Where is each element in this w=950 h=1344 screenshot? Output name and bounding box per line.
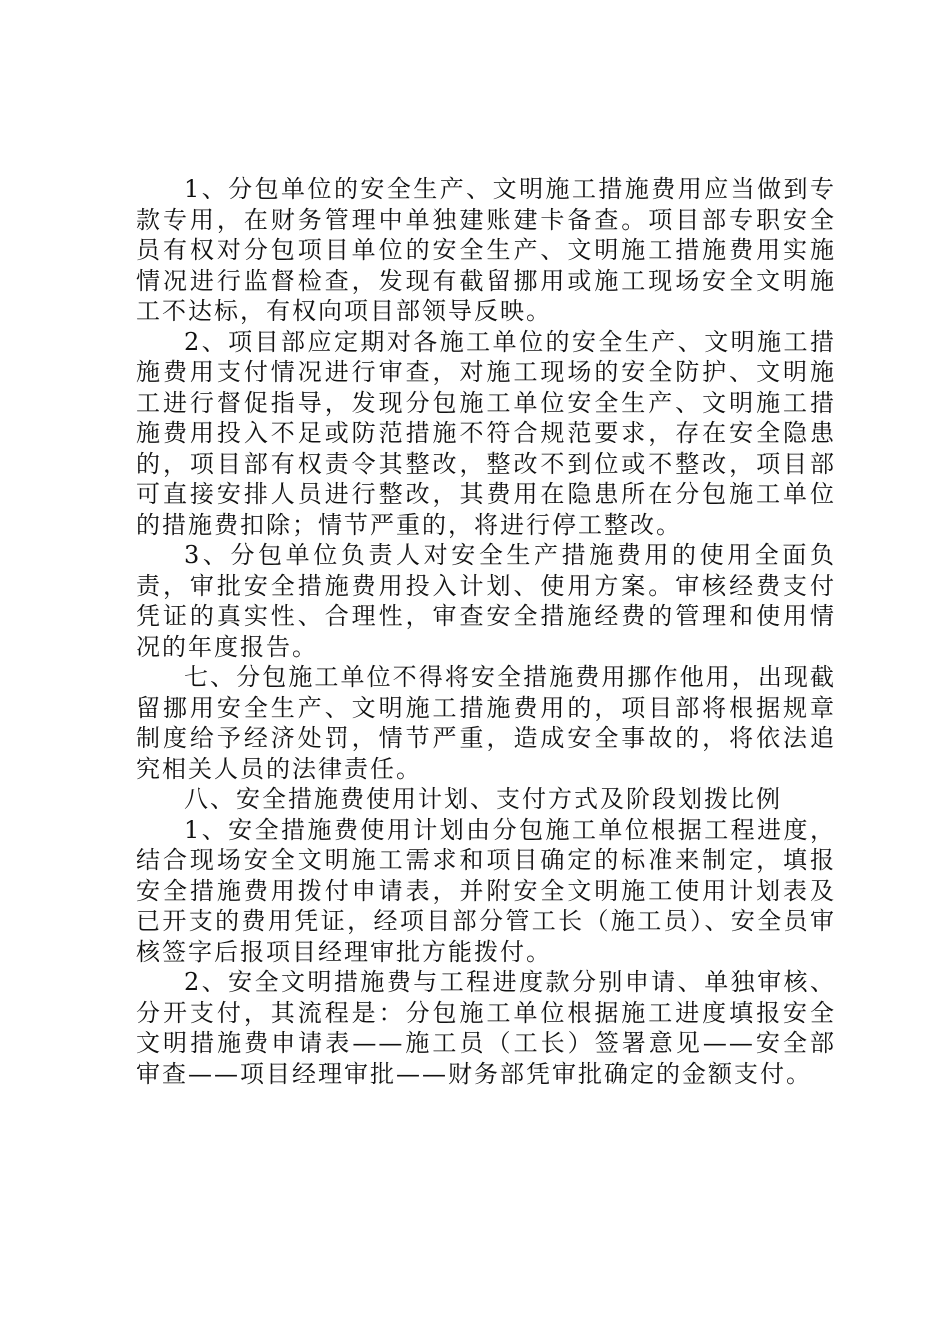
document-body [136, 174, 836, 1089]
paragraph-4: 七、分包施工单位不得将安全措施费用挪作他用，出现截留挪用安全生产、文明施工措施费用的，项目部将根据规章制度给予经济处罚，情节严重，造成安全事故的，将依法追究相关人员的法律责任。 [136, 663, 836, 783]
paragraph-3: 3、分包单位负责人对安全生产措施费用的使用全面负责，审批安全措施费用投入计划、使用方案。审核经费支付凭证的真实性、合理性，审查安全措施经费的管理和使用情况的年度报告。 [136, 541, 836, 661]
paragraph-2: 2、项目部应定期对各施工单位的安全生产、文明施工措施费用支付情况进行审查，对施工现场的安全防护、文明施工进行督促指导，发现分包施工单位安全生产、文明施工措施费用投入不足或防范措施不符合规范要求，存在安全隐患的，项目部有权责令其整改，整改不到位或不整改，项目部可直接安排人员进行整改，其费用在隐患所在分包施工单位的措施费扣除；情节严重的，将进行停工整改。 [136, 327, 836, 539]
section-heading: 八、安全措施费使用计划、支付方式及阶段划拨比例 [184, 785, 782, 813]
paragraph-7: 2、安全文明措施费与工程进度款分别申请、单独审核、分开支付，其流程是：分包施工单位根据施工进度填报安全文明措施费申请表——施工员（工长）签署意见——安全部审查——项目经理审批——财务部凭审批确定的金额支付。 [136, 968, 836, 1088]
paragraph-6: 1、安全措施费使用计划由分包施工单位根据工程进度，结合现场安全文明施工需求和项目确定的标准来制定，填报安全措施费用拨付申请表，并附安全文明施工使用计划表及已开支的费用凭证，经项目部分管工长（施工员）、安全员审核签字后报项目经理审批方能拨付。 [136, 815, 836, 966]
paragraph-1: 1、分包单位的安全生产、文明施工措施费用应当做到专款专用，在财务管理中单独建账建卡备查。项目部专职安全员有权对分包项目单位的安全生产、文明施工措施费用实施情况进行监督检查，发现有截留挪用或施工现场安全文明施工不达标，有权向项目部领导反映。 [136, 175, 836, 325]
